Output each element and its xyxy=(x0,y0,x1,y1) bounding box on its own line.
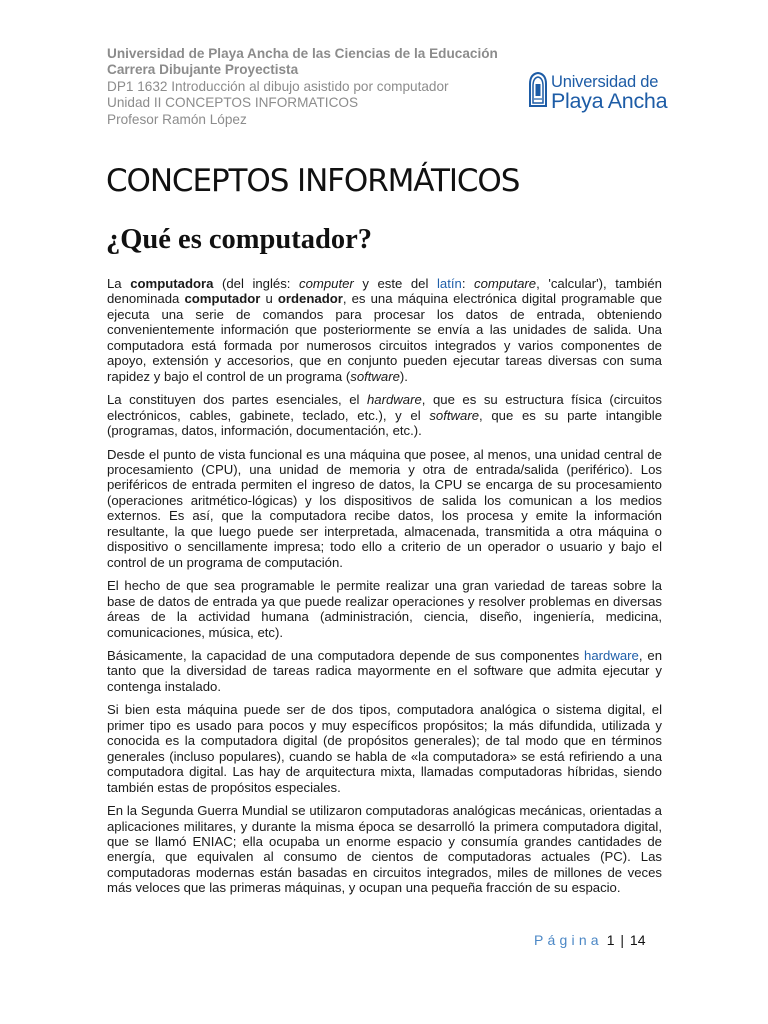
course-header xyxy=(107,46,527,128)
page-separator: | xyxy=(620,932,625,948)
header-institution: Universidad de Playa Ancha de las Ciencias de la Educación xyxy=(107,46,498,61)
text-run: La xyxy=(107,276,131,291)
paragraph-6: Si bien esta máquina puede ser de dos tipos, computadora analógica o sistema digital, el primer tipo es usado para pocos y muy específicos propósitos; la más difundida, utilizada y conocida es la computadora digital (de propósitos generales); de tal modo que en términos generales (incluso populares), cuando se habla de «la computadora» se está refiriendo a una computadora digital. Las hay de arquitectura mixta, llamadas computadoras híbridas, siendo también estas de propósitos especiales. xyxy=(107,702,662,795)
text-run: : xyxy=(461,276,475,291)
text-run: u xyxy=(260,291,278,307)
text-run: , que es su estructura física (circuitos electrónicos, cables, gabinete, teclado, etc.), y el xyxy=(107,392,662,423)
bold-term-ordenador: ordenador xyxy=(277,291,343,307)
header-course: DP1 1632 Introducción al dibujo asistido por computador xyxy=(107,78,449,94)
page-number: 1 xyxy=(606,932,615,948)
italic-term-computare: computare xyxy=(474,276,537,291)
text-run: y este del xyxy=(353,276,437,291)
header-career: Carrera Dibujante Proyectista xyxy=(107,62,299,78)
document-body xyxy=(107,276,662,904)
italic-term-software: software xyxy=(350,368,400,384)
bold-term-computadora: computadora xyxy=(130,276,214,291)
text-run: , que es su parte intangible (programas, datos, información, documentación, etc.). xyxy=(107,407,663,439)
text-run: ). xyxy=(399,368,408,384)
total-pages: 14 xyxy=(629,932,646,948)
text-run: , es una máquina electrónica digital programable que ejecuta una serie de comandos para procesar los datos de entrada, obteniendo convenientemente información que posteriormente se envía a las unidades de salida. Una computadora está formada por numerosos circuitos integrados y varios componentes de apoyo, extensión y accesorios, que en conjunto pueden ejecutar tareas diversas con suma rapidez y bajo el control de un programa ( xyxy=(107,291,663,384)
section-title: ¿Qué es computador? xyxy=(106,224,372,255)
bold-term-computador: computador xyxy=(184,291,261,307)
paragraph-7: En la Segunda Guerra Mundial se utilizaron computadoras analógicas mecánicas, orientadas a aplicaciones militares, y durante la misma época se desarrolló la primera computadora digital, que se llamó ENIAC; ella ocupaba un enorme espacio y consumía grandes cantidades de energía, que equivalen al consumo de cientos de computadoras actuales (PC). Las computadoras modernas están basadas en circuitos integrados, miles de millones de veces más veloces que las primeras máquinas, y ocupan una pequeña fracción de su espacio. xyxy=(107,803,662,896)
text-run: La constituyen dos partes esenciales, el xyxy=(107,392,367,408)
paragraph-5 xyxy=(107,648,662,694)
logo-line-1: Universidad de xyxy=(551,73,659,91)
document-title: CONCEPTOS INFORMÁTICOS xyxy=(106,163,520,199)
university-emblem-icon xyxy=(527,70,549,110)
link-hardware[interactable]: hardware xyxy=(584,647,639,663)
text-run: Básicamente, la capacidad de una computadora depende de sus componentes xyxy=(107,647,585,663)
link-latin[interactable]: latín xyxy=(436,276,462,291)
italic-term-hardware: hardware xyxy=(366,392,422,408)
university-logo xyxy=(527,70,667,114)
text-run: , 'calcular'), también denominada xyxy=(107,276,662,307)
logo-line-2: Playa Ancha xyxy=(551,89,668,113)
page-footer xyxy=(534,932,645,948)
paragraph-4: El hecho de que sea programable le permite realizar una gran variedad de tareas sobre la base de datos de entrada ya que puede realizar operaciones y resolver problemas en diversas áreas de la actividad humana (administración, ciencia, diseño, ingeniería, medicina, comunicaciones, música, etc). xyxy=(107,578,662,640)
paragraph-3: Desde el punto de vista funcional es una máquina que posee, al menos, una unidad central de procesamiento (CPU), una unidad de memoria y otra de entrada/salida (periférico). Los periféricos de entrada permiten el ingreso de datos, la CPU se encarga de su procesamiento (operaciones aritmético-lógicas) y los dispositivos de salida los comunican a los medios externos. Es así, que la computadora recibe datos, los procesa y emite la información resultante, la que luego puede ser interpretada, almacenada, transmitida a otra máquina o dispositivo o sencillamente impresa; todo ello a criterio de un operador o usuario y bajo el control de un programa de computación. xyxy=(107,446,662,570)
text-run: (del inglés: xyxy=(213,276,299,291)
page-word: Página xyxy=(534,932,603,948)
header-unit: Unidad II CONCEPTOS INFORMATICOS xyxy=(107,95,359,111)
text-run: , en tanto que la diversidad de tareas radica mayormente en el software que admita ejecutar y contenga instalado. xyxy=(107,647,663,694)
paragraph-1 xyxy=(107,276,662,384)
paragraph-2 xyxy=(107,392,662,438)
header-professor: Profesor Ramón López xyxy=(107,111,247,127)
italic-term-computer: computer xyxy=(299,276,354,291)
italic-term-software: software xyxy=(429,407,480,423)
